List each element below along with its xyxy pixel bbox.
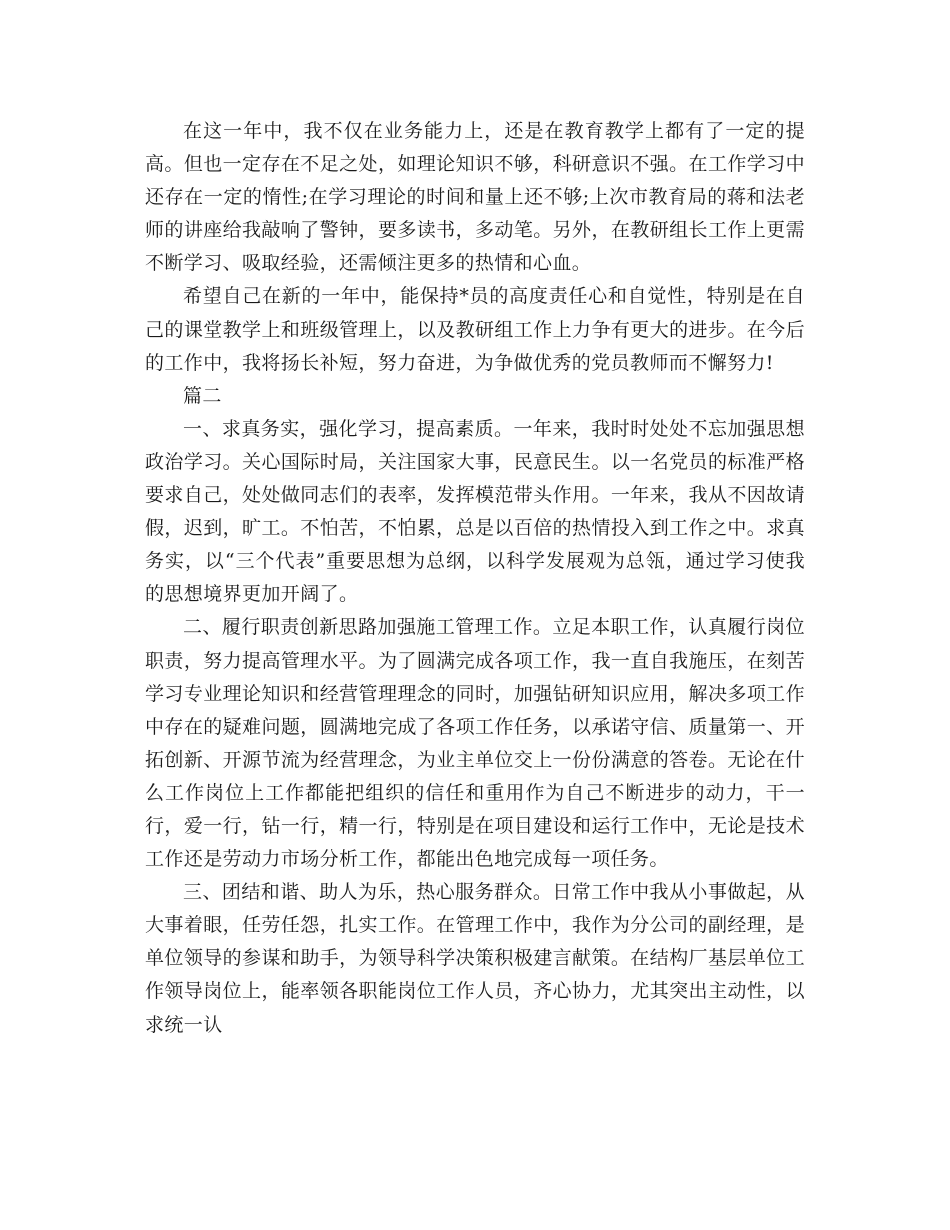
paragraph-review: 在这一年中，我不仅在业务能力上，还是在教育教学上都有了一定的提高。但也一定存在不足之处，如理论知识不够，科研意识不强。在工作学习中还存在一定的惰性;在学习理论的时间和量上还不够;上次市教育局的蒋和法老师的讲座给我敲响了警钟，要多读书，多动笔。另外，在教研组长工作上更需不断学习、吸取经验，还需倾注更多的热情和心血。 — [145, 120, 805, 275]
document-page — [145, 115, 805, 1042]
section-heading: 篇二 — [183, 384, 222, 407]
paragraph-point-one: 一、求真务实，强化学习，提高素质。一年来，我时时处处不忘加强思想政治学习。关心国际时局，关注国家大事，民意民生。以一名党员的标准严格要求自己，处处做同志们的表率，发挥模范带头作用。一年来，我从不因故请假，迟到，旷工。不怕苦，不怕累，总是以百倍的热情投入到工作之中。求真务实，以“三个代表”重要思想为总纲，以科学发展观为总瓴，通过学习使我的思想境界更加开阔了。 — [145, 417, 805, 606]
paragraph-point-three: 三、团结和谐、助人为乐，热心服务群众。日常工作中我从小事做起，从大事着眼，任劳任怨，扎实工作。在管理工作中，我作为分公司的副经理，是单位领导的参谋和助手，为领导科学决策积极建言献策。在结构厂基层单位工作领导岗位上，能率领各职能岗位工作人员，齐心协力，尤其突出主动性，以求统一认 — [145, 881, 805, 1036]
paragraph-hope: 希望自己在新的一年中，能保持*员的高度责任心和自觉性，特别是在自己的课堂教学上和班级管理上，以及教研组工作上力争有更大的进步。在今后的工作中，我将扬长补短，努力奋进，为争做优秀的党员教师而不懈努力! — [145, 285, 805, 374]
paragraph-point-two: 二、履行职责创新思路加强施工管理工作。立足本职工作，认真履行岗位职责，努力提高管理水平。为了圆满完成各项工作，我一直自我施压，在刻苦学习专业理论知识和经营管理理念的同时，加强钻研知识应用，解决多项工作中存在的疑难问题，圆满地完成了各项工作任务，以承诺守信、质量第一、开拓创新、开源节流为经营理念，为业主单位交上一份份满意的答卷。无论在什么工作岗位上工作都能把组织的信任和重用作为自己不断进步的动力，干一行，爱一行，钻一行，精一行，特别是在项目建设和运行工作中，无论是技术工作还是劳动力市场分析工作，都能出色地完成每一项任务。 — [145, 616, 805, 871]
